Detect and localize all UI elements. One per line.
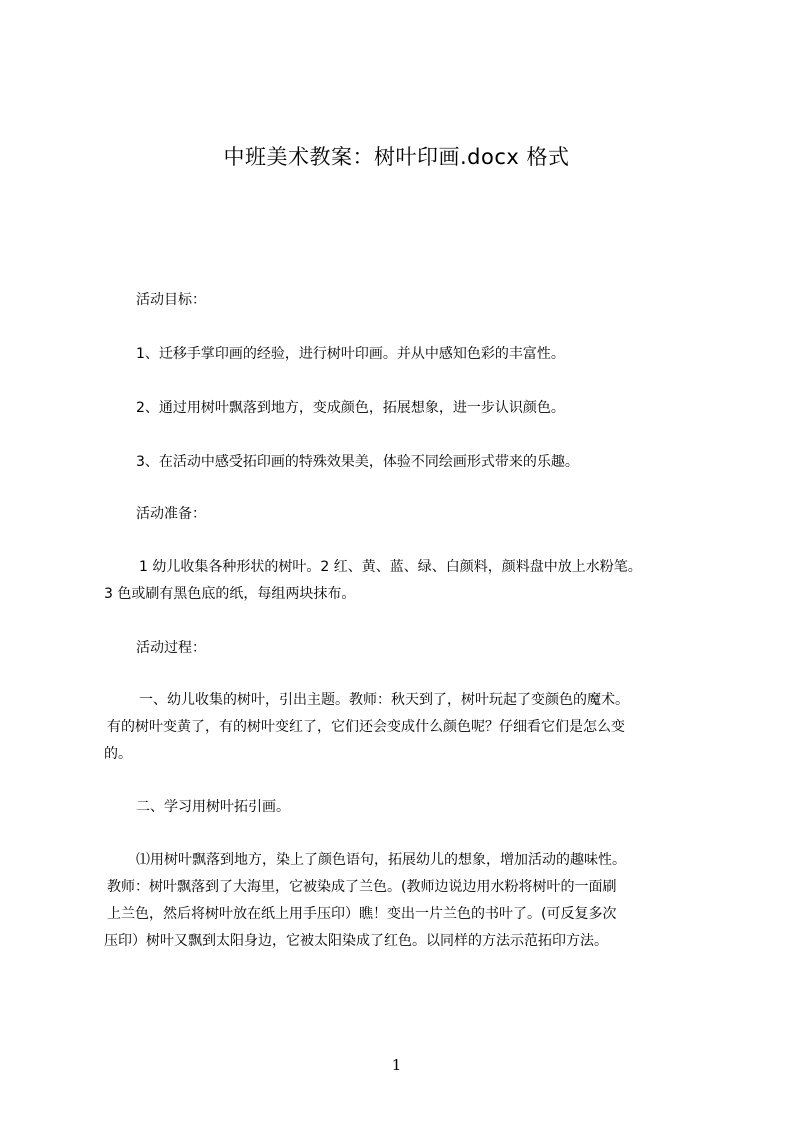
sub1-line-1: ⑴用树叶飘落到地方，染上了颜色语句，拓展幼儿的想象，增加活动的趣味性。: [136, 852, 626, 868]
goal-item-2: 2、通过用树叶飘落到地方，变成颜色，拓展想象，进一步认识颜色。: [136, 400, 565, 416]
sub1-line-4: 压印）树叶又飘到太阳身边，它被太阳染成了红色。以同样的方法示范拓印方法。: [104, 933, 608, 949]
step1-line-3: 的。: [104, 746, 132, 762]
prep-heading: 活动准备：: [136, 506, 206, 522]
step2-heading: 二、学习用树叶拓引画。: [136, 799, 290, 815]
goal-item-1: 1、迁移手掌印画的经验，进行树叶印画。并从中感知色彩的丰富性。: [136, 346, 565, 362]
step1-line-2: 有的树叶变黄了，有的树叶变红了，它们还会变成什么颜色呢？仔细看它们是怎么变: [107, 719, 625, 735]
document-title: 中班美术教案：树叶印画.docx 格式: [223, 145, 570, 169]
step1-line-1: 一、幼儿收集的树叶，引出主题。教师：秋天到了，树叶玩起了变颜色的魔术。: [139, 692, 629, 708]
goals-heading: 活动目标：: [136, 292, 206, 308]
goal-item-3: 3、在活动中感受拓印画的特殊效果美，体验不同绘画形式带来的乐趣。: [136, 454, 579, 470]
sub1-line-3: 上兰色，然后将树叶放在纸上用手压印）瞧！变出一片兰色的书叶了。(可反复多次: [107, 906, 617, 922]
sub1-line-2: 教师：树叶飘落到了大海里，它被染成了兰色。(教师边说边用水粉将树叶的一面刷: [107, 879, 617, 895]
prep-line-2: 3 色或刷有黑色底的纸，每组两块抹布。: [104, 586, 356, 602]
prep-line-1: 1 幼儿收集各种形状的树叶。2 红、黄、蓝、绿、白颜料，颜料盘中放上水粉笔。: [139, 559, 642, 575]
page-number: 1: [391, 1056, 402, 1074]
process-heading: 活动过程：: [136, 640, 206, 656]
